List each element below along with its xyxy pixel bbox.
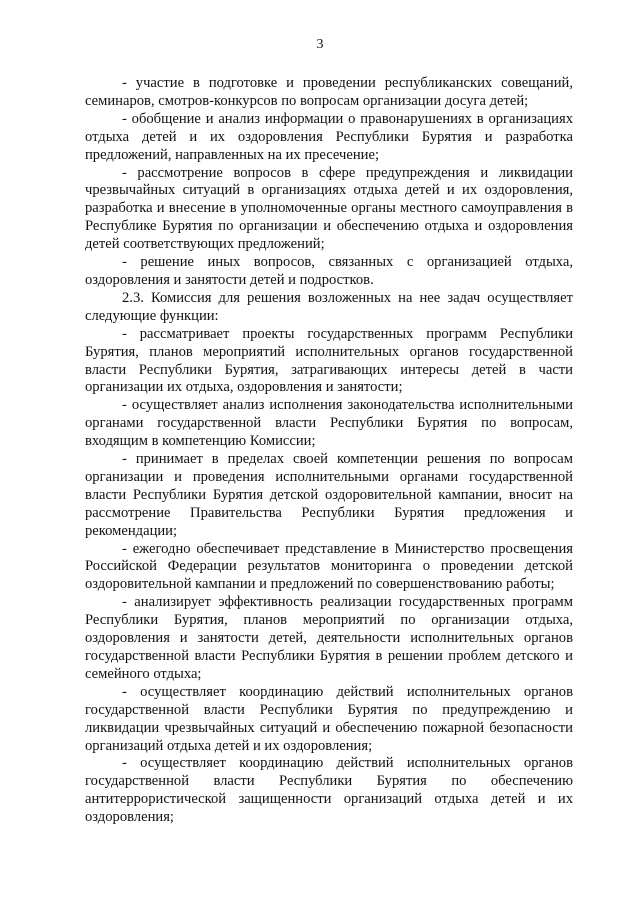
document-body [85, 75, 573, 827]
paragraph: - осуществляет координацию действий исполнительных органов государственной власти Республики Бурятия по предупреждению и ликвидации чрезвычайных ситуаций и обеспечению пожарной безопасности организаций отдыха детей и их оздоровления; [85, 683, 573, 754]
paragraph: - осуществляет координацию действий исполнительных органов государственной власти Республики Бурятия по обеспечению антитеррористической защищенности организаций отдыха детей и их оздоровления; [85, 755, 573, 826]
paragraph: - решение иных вопросов, связанных с организацией отдыха, оздоровления и занятости детей и подростков. [85, 254, 573, 288]
paragraph: - принимает в пределах своей компетенции решения по вопросам организации и проведения исполнительными органами государственной власти Республики Бурятия детской оздоровительной кампании, вносит на рассмотрение Правительства Республики Бурятия предложения и рекомендации; [85, 451, 573, 539]
paragraph: - обобщение и анализ информации о правонарушениях в организациях отдыха детей и их оздоровления Республики Бурятия и разработка предложений, направленных на их пресечение; [85, 110, 573, 163]
paragraph: - анализирует эффективность реализации государственных программ Республики Бурятия, планов мероприятий по организации отдыха, оздоровления и занятости детей, деятельности исполнительных органов государственной власти Республики Бурятия в решении проблем детского и семейного отдыха; [85, 594, 573, 682]
paragraph: - ежегодно обеспечивает представление в Министерство просвещения Российской Федерации результатов мониторинга о проведении детской оздоровительной кампании и предложений по совершенствованию работы; [85, 540, 573, 593]
paragraph: - участие в подготовке и проведении республиканских совещаний, семинаров, смотров-конкурсов по вопросам организации досуга детей; [85, 75, 573, 109]
paragraph: - рассматривает проекты государственных программ Республики Бурятия, планов мероприятий исполнительных органов государственной власти Республики Бурятия, затрагивающих интересы детей в части организации их отдыха, оздоровления и занятости; [85, 325, 573, 396]
page-number: 3 [316, 37, 324, 52]
paragraph: - рассмотрение вопросов в сфере предупреждения и ликвидации чрезвычайных ситуаций в организациях отдыха детей и их оздоровления, разработка и внесение в уполномоченные органы местного самоуправления в Республике Бурятия по организации и обеспечению отдыха и оздоровления детей соответствующих предложений; [85, 164, 573, 253]
section-heading-paragraph: 2.3. Комиссия для решения возложенных на нее задач осуществляет следующие функции: [85, 289, 573, 324]
paragraph: - осуществляет анализ исполнения законодательства исполнительными органами государственной власти Республики Бурятия по вопросам, входящим в компетенцию Комиссии; [85, 397, 573, 450]
